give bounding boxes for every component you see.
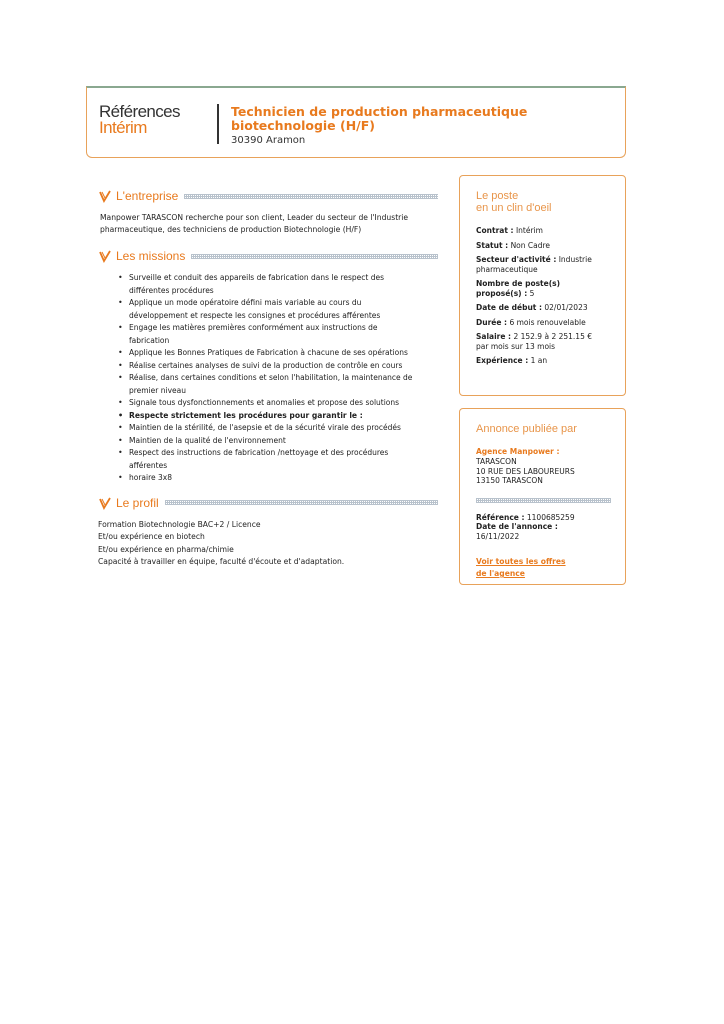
mission-item: • Engage les matières premières conformément aux instructions de fabrication — [118, 322, 438, 347]
nombre-postes-field: Nombre de poste(s) proposé(s) : 5 — [476, 279, 561, 298]
profil-line: Et/ou expérience en biotech — [98, 532, 205, 542]
section-title-missions: Les missions — [116, 249, 186, 263]
job-title-line-1: Technicien de production pharmaceutique — [231, 104, 528, 119]
leaf-check-icon — [98, 496, 112, 510]
duree-field: Durée : 6 mois renouvelable — [476, 317, 586, 327]
reference-field: Référence : 1100685259 — [476, 512, 575, 522]
date-annonce-value: 16/11/2022 — [476, 531, 520, 541]
poste-heading-line-2: en un clin d'oeil — [476, 202, 552, 214]
salaire-field: Salaire : 2 152.9 à 2 251.15 € par mois sur 13 mois — [476, 332, 592, 351]
section-divider — [184, 194, 438, 199]
header-divider — [217, 104, 219, 144]
mission-item: • Signale tous dysfonctionnements et anomalies et propose des solutions — [118, 397, 438, 410]
job-location: 30390 Aramon — [231, 135, 306, 146]
company-logo — [99, 104, 180, 136]
poste-heading — [476, 190, 611, 214]
mission-item: • Réalise, dans certaines conditions et selon l'habilitation, la maintenance de premier niveau — [118, 372, 438, 397]
date-debut-field: Date de début : 02/01/2023 — [476, 303, 588, 312]
leaf-check-icon — [98, 189, 112, 203]
annonce-divider — [476, 498, 611, 503]
address-line: TARASCON — [476, 457, 517, 466]
section-divider — [165, 500, 438, 505]
poste-summary-box — [459, 175, 626, 396]
address-line: 10 RUE DES LABOUREURS — [476, 466, 575, 476]
section-header-missions — [98, 248, 438, 264]
profil-line: Et/ou expérience en pharma/chimie — [98, 544, 234, 554]
mission-item-strong: • Respecte strictement les procédures pour garantir le : — [118, 410, 438, 423]
statut-field: Statut : Non Cadre — [476, 240, 551, 250]
profil-text — [98, 519, 438, 569]
secteur-field: Secteur d'activité : Industrie pharmaceutique — [476, 255, 592, 274]
agency-offers-link[interactable]: Voir toutes les offres de l'agence — [476, 557, 566, 578]
mission-item: • Maintien de la stérilité, de l'asepsie et de la sécurité virale des procédés — [118, 422, 438, 435]
address-line: 13150 TARASCON — [476, 476, 543, 485]
profil-line: Formation Biotechnologie BAC+2 / Licence — [98, 519, 261, 529]
mission-item: • Maintien de la qualité de l'environnement — [118, 435, 438, 448]
contrat-field: Contrat : Intérim — [476, 226, 543, 235]
date-annonce-field: Date de l'annonce : — [476, 522, 558, 531]
entreprise-text — [98, 212, 438, 236]
job-title — [231, 105, 611, 133]
mission-item: • Applique les Bonnes Pratiques de Fabrication à chacune de ses opérations — [118, 347, 438, 360]
section-title-entreprise: L'entreprise — [116, 189, 179, 203]
mission-item: • Surveille et conduit des appareils de fabrication dans le respect des différentes procédures — [118, 272, 438, 297]
logo-line-1: Références — [99, 102, 180, 121]
section-title-profil: Le profil — [116, 495, 159, 510]
leaf-check-icon — [98, 249, 112, 263]
main-content — [98, 188, 438, 569]
mission-item: • horaire 3x8 — [118, 472, 438, 485]
experience-field: Expérience : 1 an — [476, 356, 548, 365]
poste-heading-line-1: Le poste — [476, 190, 519, 202]
agency-address — [476, 457, 611, 486]
job-header — [86, 86, 626, 158]
entreprise-text-line: pharmaceutique, des techniciens de production Biotechnologie (H/F) — [100, 225, 362, 234]
section-divider — [191, 254, 438, 259]
missions-list — [98, 272, 438, 485]
job-title-line-2: biotechnologie (H/F) — [231, 118, 375, 133]
mission-item: • Applique un mode opératoire défini mais variable au cours du développement et respecte les consignes et procédures afférentes — [118, 297, 438, 322]
annonce-heading: Annonce publiée par — [476, 423, 577, 435]
mission-item: • Respect des instructions de fabrication /nettoyage et des procédures afférentes — [118, 447, 438, 472]
agency-name: Agence Manpower : — [476, 447, 560, 456]
entreprise-text-line: Manpower TARASCON recherche pour son client, Leader du secteur de l'Industrie — [100, 213, 409, 222]
logo-line-2: Intérim — [99, 118, 147, 137]
profil-line: Capacité à travailler en équipe, faculté d'écoute et d'adaptation. — [98, 557, 345, 567]
annonce-box — [459, 408, 626, 585]
mission-item: • Réalise certaines analyses de suivi de la production de contrôle en cours — [118, 360, 438, 373]
section-header-profil — [98, 495, 438, 511]
section-header-entreprise — [98, 188, 438, 204]
